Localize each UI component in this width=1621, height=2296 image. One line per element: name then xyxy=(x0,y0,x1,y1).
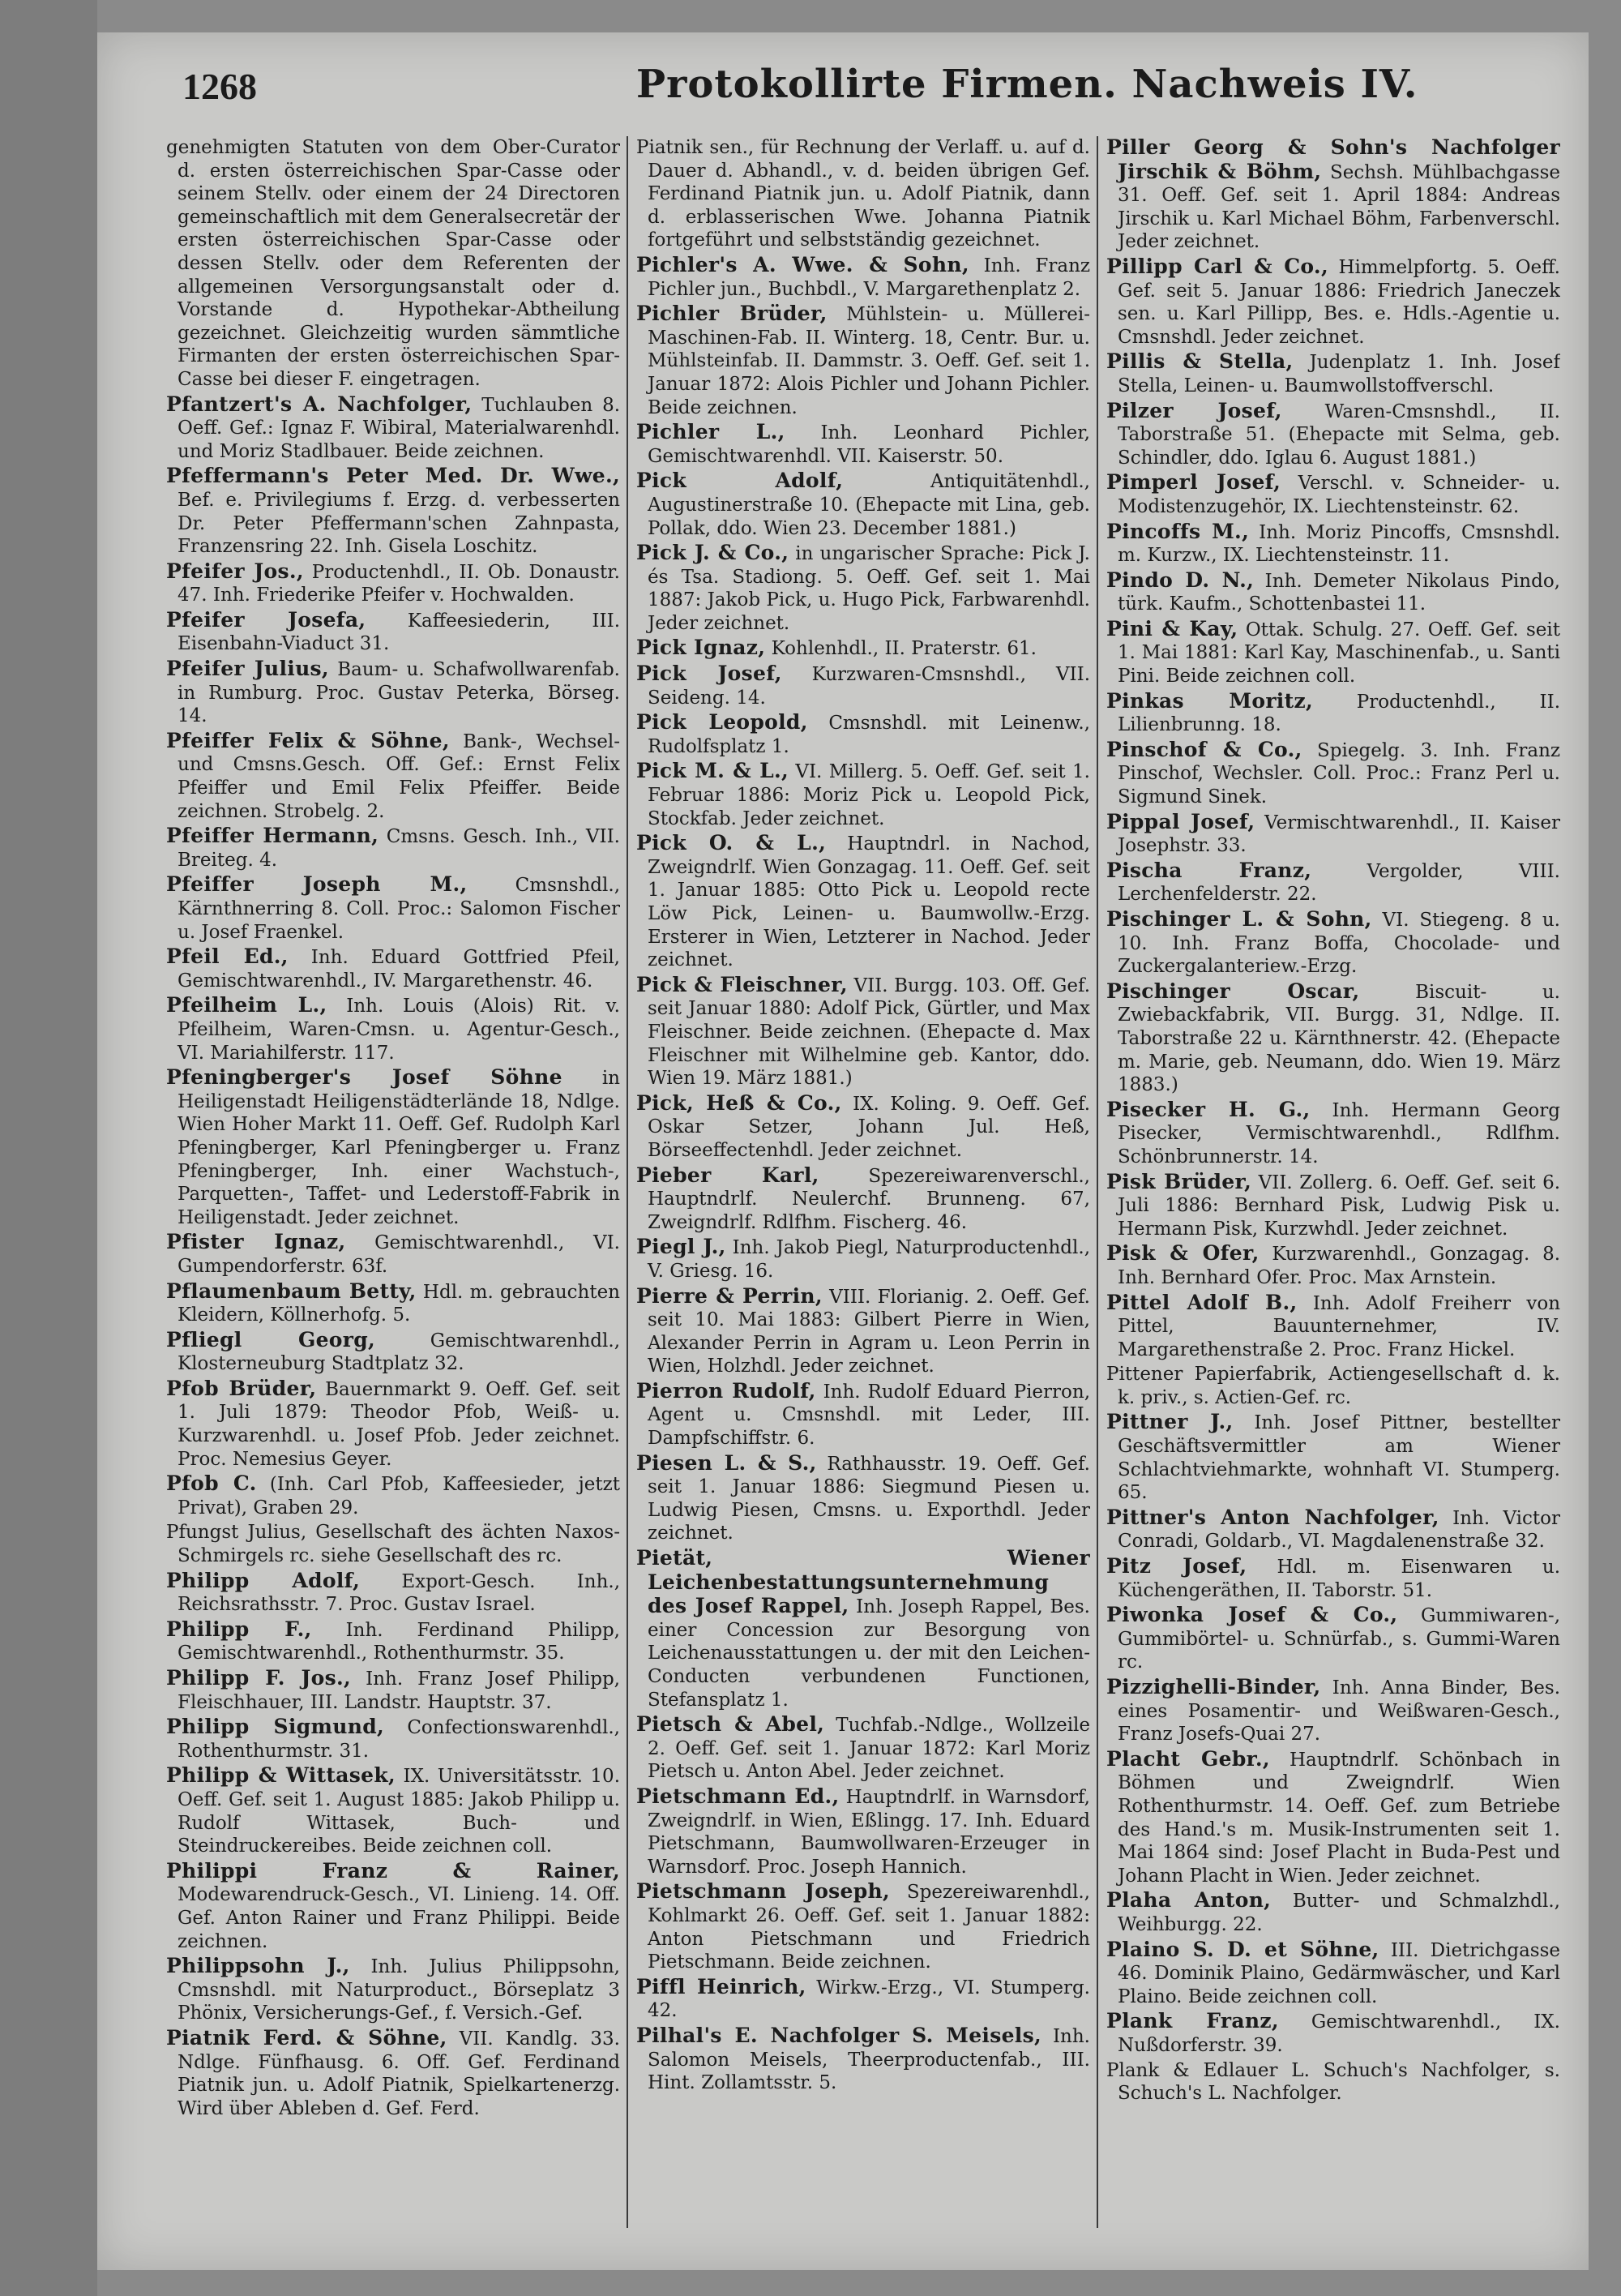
entry-text: Inh. Ferdinand Philipp, Gemischtwarenhdl., Rothenthurmstr. 35. xyxy=(177,1619,620,1664)
entry-text: Inh. Franz Josef Philipp, Fleischhauer, III. Landstr. Hauptstr. 37. xyxy=(177,1668,620,1713)
firm-name: Pick J. & Co., xyxy=(636,541,789,565)
firm-name: Philippi Franz & Rainer, xyxy=(166,1858,620,1883)
directory-entry xyxy=(166,658,620,728)
directory-entry xyxy=(166,825,620,872)
firm-name: Pinkas Moritz, xyxy=(1106,688,1313,713)
firm-name: Pizzighelli-Binder, xyxy=(1106,1675,1321,1698)
entry-text: Gummiwaren-, Gummibörtel- u. Schnürfab., s. Gummi-Waren rc. xyxy=(1118,1605,1560,1673)
entry-text: Kohlenhdl., II. Praterstr. 61. xyxy=(771,638,1037,660)
directory-entry xyxy=(166,1329,620,1376)
entry-text: Inh. Anna Binder, Bes. eines Posamentir- und Weißwaren-Gesch., Franz Josefs-Quai 27. xyxy=(1118,1677,1560,1746)
firm-name: Pfliegl Georg, xyxy=(166,1327,376,1351)
entry-text: VIII. Florianig. 2. Oeff. Gef. seit 10. Mai 1883: Gilbert Pierre in Wien, Alexander Perrin in Agram u. Leon Perrin in Wien, Holzhdl. Jeder zeichnet. xyxy=(648,1286,1090,1377)
directory-entry xyxy=(1106,1242,1560,1289)
firm-name: Piegl J., xyxy=(636,1235,726,1259)
directory-entry xyxy=(166,945,620,992)
directory-entry xyxy=(1106,350,1560,397)
entry-text: Biscuit- u. Zwiebackfabrik, VII. Burgg. 31, Ndlge. II. Taborstraße 22 u. Kärnthnerstr. 42. (Ehepacte m. Marie, geb. Neumann, ddo. Wien 19. März 1883.) xyxy=(1118,981,1560,1096)
firm-name: Philippsohn J., xyxy=(166,1954,350,1978)
entry-text: Productenhdl., II. Lilienbrunng. 18. xyxy=(1118,691,1560,736)
entry-text: Inh. Louis (Alois) Rit. v. Pfeilheim, Waren-Cmsn. u. Agentur-Gesch., VI. Mariahilferstr. 117. xyxy=(177,996,620,1064)
firm-name: Pisk Brüder, xyxy=(1106,1169,1252,1193)
firm-name: Plaha Anton, xyxy=(1106,1888,1272,1913)
entry-text: Gemischtwarenhdl., IX. Nußdorferstr. 39. xyxy=(1118,2011,1560,2056)
firm-name: Pischa Franz, xyxy=(1106,858,1312,882)
entry-text: Butter- und Schmalzhdl., Weihburgg. 22. xyxy=(1118,1891,1560,1935)
directory-entry xyxy=(166,1716,620,1763)
firm-name: Pitz Josef, xyxy=(1106,1554,1247,1578)
entry-text: Baum- u. Schafwollwarenfab. in Rumburg. Proc. Gustav Peterka, Börseg. 14. xyxy=(177,659,620,727)
entry-text: Inh. Moriz Pincoffs, Cmsnshdl. m. Kurzw., IX. Liechtensteinstr. 11. xyxy=(1118,521,1560,567)
firm-name: Pilzer Josef, xyxy=(1106,398,1282,422)
firm-name: Philipp F., xyxy=(166,1617,312,1641)
entry-text: Inh. Josef Pittner, bestellter Geschäftsvermittler am Wiener Schlachtviehmarkte, wohnhaft VI. Stumperg. 65. xyxy=(1118,1412,1560,1504)
directory-entry xyxy=(166,1955,620,2025)
directory-entry xyxy=(166,1618,620,1665)
entry-text: Hdl. m. Eisenwaren u. Küchengeräthen, II. Taborstr. 51. xyxy=(1118,1557,1560,1601)
directory-entry xyxy=(166,1472,620,1519)
directory-entry xyxy=(636,542,1090,635)
entry-text: Cmsnshdl., Kärnthnerring 8. Coll. Proc.: Salomon Fischer u. Josef Fraenkel. xyxy=(177,875,620,943)
firm-name: Pfister Ignaz, xyxy=(166,1230,346,1254)
firm-name: Pfeifer Jos., xyxy=(166,559,304,583)
directory-entry xyxy=(1106,1292,1560,1362)
directory-entry xyxy=(1106,980,1560,1097)
column-3 xyxy=(1106,136,1560,2244)
entry-text: Tuchfab.-Ndlge., Wollzeile 2. Oeff. Gef. seit 1. Januar 1872: Karl Moriz Pietsch u. Anton Abel. Jeder zeichnet. xyxy=(648,1715,1090,1783)
directory-entry xyxy=(166,1860,620,1953)
directory-entry xyxy=(636,760,1090,830)
firm-name: Pincoffs M., xyxy=(1106,519,1250,543)
firm-name: Pick Adolf, xyxy=(636,469,844,493)
firm-name: Pick Ignaz, xyxy=(636,636,766,660)
entry-text: Ottak. Schulg. 27. Oeff. Gef. seit 1. Mai 1881: Karl Kay, Maschinenfab., u. Santi Pini. Beide zeichnen coll. xyxy=(1118,619,1560,688)
firm-name: Pilhal's E. Nachfolger S. Meisels, xyxy=(636,2023,1041,2047)
directory-entry xyxy=(166,2027,620,2120)
entry-text: Verschl. v. Schneider- u. Modistenzugehör, IX. Liechtensteinstr. 62. xyxy=(1118,473,1560,517)
directory-entry xyxy=(636,1236,1090,1283)
firm-name: Piatnik Ferd. & Söhne, xyxy=(166,2025,447,2050)
firm-name: Pippal Josef, xyxy=(1106,809,1255,833)
entry-text: VII. Burgg. 103. Off. Gef. seit Januar 1880: Adolf Pick, Gürtler, und Max Fleischner. Beide zeichnen. (Ehepacte d. Max Fleischner mit Wilhelmine geb. Kantor, ddo. Wien 19. März 1881.) xyxy=(648,975,1090,1090)
firm-name: Piller Georg & Sohn's Nachfolger Jirschik & Böhm, xyxy=(1106,136,1560,183)
directory-entry xyxy=(636,1880,1090,1973)
directory-entry xyxy=(1106,811,1560,858)
page xyxy=(97,32,1589,2270)
directory-entry xyxy=(1106,1604,1560,1674)
directory-entry xyxy=(636,469,1090,540)
column-divider xyxy=(627,136,628,2228)
entry-text: Gemischtwarenhdl., VI. Gumpendorferstr. 63f. xyxy=(177,1232,620,1277)
directory-entry xyxy=(166,1764,620,1857)
directory-entry xyxy=(166,994,620,1064)
firm-name: Placht Gebr., xyxy=(1106,1746,1270,1771)
directory-entry xyxy=(1106,690,1560,737)
directory-entry xyxy=(636,832,1090,972)
firm-name: Plank Franz, xyxy=(1106,2009,1279,2033)
directory-entry xyxy=(166,1570,620,1617)
entry-text: Tuchlauben 8. Oeff. Gef.: Ignaz F. Wibiral, Materialwarenhdl. und Moriz Stadlbauer. Beide zeichnen. xyxy=(177,394,620,462)
directory-entry xyxy=(1106,1555,1560,1602)
entry-text: Inh. Adolf Freiherr von Pittel, Bauunternehmer, IV. Margarethenstraße 2. Proc. Franz Hickel. xyxy=(1118,1292,1560,1360)
entry-text: VI. Stiegeng. 8 u. 10. Inh. Franz Boffa, Chocolade- und Zuckergalanteriew.-Erzg. xyxy=(1118,910,1560,978)
directory-entry xyxy=(1106,520,1560,568)
directory-entry xyxy=(636,2024,1090,2095)
scan-margin xyxy=(0,0,97,2296)
entry-text: Rathhausstr. 19. Oeff. Gef. seit 1. Januar 1886: Siegmund Piesen u. Ludwig Piesen, Cmsns. u. Exporthdl. Jeder zeichnet. xyxy=(648,1453,1090,1544)
entry-text: Hauptndrlf. Schönbach in Böhmen und Zweigndrlf. Wien Rothenthurmstr. 14. Oeff. Gef. zum Betriebe des Hand.'s m. Musik-Instrumenten seit 1. Mai 1864 sind: Josef Placht in Buda-Pest und Johann Placht in Wien. Jeder zeichnet. xyxy=(1118,1749,1560,1887)
directory-entry xyxy=(636,1380,1090,1450)
firm-name: Pichler's A. Wwe. & Sohn, xyxy=(636,252,969,276)
directory-entry xyxy=(166,609,620,656)
directory-entry xyxy=(1106,255,1560,349)
firm-name: Piwonka Josef & Co., xyxy=(1106,1603,1398,1627)
firm-name: Pittner's Anton Nachfolger, xyxy=(1106,1505,1439,1529)
directory-entry xyxy=(1106,400,1560,470)
entry-text: Inh. Demeter Nikolaus Pindo, türk. Kaufm., Schottenbastei 11. xyxy=(1118,570,1560,615)
firm-name: Pischinger L. & Sohn, xyxy=(1106,907,1372,931)
entry-text: IX. Koling. 9. Oeff. Gef. Oskar Setzer, Johann Jul. Heß, Börseeffectenhdl. Jeder zeichnet. xyxy=(648,1093,1090,1161)
directory-entry xyxy=(636,636,1090,661)
entry-text: Gemischtwarenhdl., Klosterneuburg Stadtplatz 32. xyxy=(177,1330,620,1375)
firm-name: Piffl Heinrich, xyxy=(636,1974,806,1998)
firm-name: Pisecker H. G., xyxy=(1106,1097,1311,1121)
firm-name: Pfeifer Julius, xyxy=(166,657,329,681)
directory-entry xyxy=(166,1377,620,1471)
entry-text: Confectionswarenhdl., Rothenthurmstr. 31. xyxy=(177,1717,620,1762)
directory-entry xyxy=(1106,739,1560,809)
directory-entry xyxy=(1106,136,1560,254)
directory-entry xyxy=(166,560,620,607)
firm-name: Pfeiffer Felix & Söhne, xyxy=(166,728,450,752)
entry-text: Piatnik sen., für Rechnung der Verlaff. u. auf d. Dauer d. Abhandl., v. d. beiden übrigen Gef. Ferdinand Piatnik jun. u. Adolf Piatnik, dann d. erblasserischen Wwe. Johanna Piatnik fortgeführt und selbstständig gezeichnet. xyxy=(636,137,1090,251)
firm-name: Philipp Sigmund, xyxy=(166,1715,384,1739)
entry-text: Vermischtwarenhdl., II. Kaiser Josephstr. 33. xyxy=(1118,812,1560,857)
entry-text: Wirkw.-Erzg., VI. Stumperg. 42. xyxy=(648,1977,1090,2022)
entry-text: Export-Gesch. Inh., Reichsrathsstr. 7. Proc. Gustav Israel. xyxy=(177,1570,620,1616)
entry-text: Inh. Joseph Rappel, Bes. einer Concession zur Besorgung von Leichenausstattungen u. der mit den Leichen-Conducten verbundenen Functionen, Stefansplatz 1. xyxy=(648,1596,1090,1711)
directory-entry xyxy=(636,1452,1090,1545)
directory-entry xyxy=(636,1092,1090,1163)
entry-text: Cmsnshdl. mit Leinenw., Rudolfsplatz 1. xyxy=(648,713,1090,757)
firm-name: Pfeningberger's Josef Söhne xyxy=(166,1065,562,1090)
firm-name: Pichler Brüder, xyxy=(636,302,828,326)
directory-entry xyxy=(1106,1171,1560,1241)
entry-text: Inh. Eduard Gottfried Pfeil, Gemischtwarenhdl., IV. Margarethenstr. 46. xyxy=(177,947,620,992)
entry-text: genehmigten Statuten von dem Ober-Curator d. ersten österreichischen Spar-Casse oder seinem Stellv. oder einem der 24 Directoren gemeinschaftlich mit dem Generalsecretär der ersten österreichischen Spar-Casse oder dessen Stellv. oder dem Referenten der allgemeinen Versorgungsanstalt oder d. Vorstande d. Hypothekar-Abtheilung gezeichnet. Gleichzeitig wurden sämmtliche Firmanten der ersten österreichischen Spar-Casse bei dieser F. eingetragen. xyxy=(166,137,620,390)
firm-name: Piesen L. & S., xyxy=(636,1450,817,1475)
firm-name: Pimperl Josef, xyxy=(1106,470,1281,495)
directory-entry xyxy=(636,1713,1090,1784)
directory-entry xyxy=(1106,1748,1560,1888)
directory-entry xyxy=(1106,471,1560,518)
firm-name: Philipp & Wittasek, xyxy=(166,1763,396,1788)
directory-entry xyxy=(1106,1363,1560,1409)
directory-entry xyxy=(1106,1099,1560,1169)
directory-entry xyxy=(636,1785,1090,1878)
directory-columns xyxy=(166,136,1560,2244)
entry-text: Bauernmarkt 9. Oeff. Gef. seit 1. Juli 1879: Theodor Pfob, Weiß- u. Kurzwarenhdl. u. Josef Pfob. Jeder zeichnet. Proc. Nemesius Geyer. xyxy=(177,1378,620,1470)
entry-text: Kurzwarenhdl., Gonzagag. 8. Inh. Bernhard Ofer. Proc. Max Arnstein. xyxy=(1118,1244,1560,1288)
column-divider xyxy=(1097,136,1098,2228)
directory-entry xyxy=(1106,1506,1560,1553)
directory-entry xyxy=(636,662,1090,709)
directory-entry xyxy=(636,254,1090,301)
page-number: 1268 xyxy=(182,66,257,107)
firm-name: Pick, Heß & Co., xyxy=(636,1090,842,1115)
entry-text: Inh. Julius Philippsohn, Cmsnshdl. mit Naturproduct., Börseplatz 3 Phönix, Versicherungs-Gef., f. Versich.-Gef. xyxy=(177,1956,620,2024)
firm-name: Pieber Karl, xyxy=(636,1163,819,1187)
directory-entry xyxy=(166,136,620,392)
entry-text: Himmelpfortg. 5. Oeff. Gef. seit 5. Januar 1886: Friedrich Janeczek sen. u. Karl Pillipp, Bes. e. Hdls.-Agentie u. Cmsnshdl. Jeder zeichnet. xyxy=(1118,256,1560,348)
directory-entry xyxy=(636,974,1090,1090)
directory-entry xyxy=(166,1667,620,1714)
directory-entry xyxy=(1106,908,1560,979)
firm-name: Pfeil Ed., xyxy=(166,945,289,969)
firm-name: Pfeiffer Hermann, xyxy=(166,824,379,848)
firm-name: Pick Leopold, xyxy=(636,710,808,735)
entry-text: Inh. Leonhard Pichler, Gemischtwarenhdl. VII. Kaiserstr. 50. xyxy=(648,422,1090,467)
entry-text: Modewarendruck-Gesch., VI. Linieng. 14. Off. Gef. Anton Rainer und Franz Philippi. Beide zeichnen. xyxy=(177,1884,620,1952)
entry-text: in Heiligenstadt Heiligenstädterlände 18, Ndlge. Wien Hoher Markt 11. Oeff. Gef. Rudolph Karl Pfeningberger, Karl Pfeningberger u. Franz Pfeningberger, Inh. einer Wachstuch-, Parquetten-, Taffet- und Lederstoff-Fabrik in Heiligenstadt. Jeder zeichnet. xyxy=(177,1068,620,1228)
entry-text: Hauptndrl. in Nachod, Zweigndrlf. Wien Gonzagag. 11. Oeff. Gef. seit 1. Januar 1885: Otto Pick u. Leopold recte Löw Pick, Leinen- u. Baumwollw.-Erzg. Ersterer in Wien, Letzterer in Nachod. Jeder zeichnet. xyxy=(648,833,1090,971)
entry-text: Productenhdl., II. Ob. Donaustr. 47. Inh. Friederike Pfeifer v. Hochwalden. xyxy=(177,561,620,606)
firm-name: Pietschmann Ed., xyxy=(636,1784,840,1808)
entry-text: Inh. Jakob Piegl, Naturproductenhdl., V. Griesg. 16. xyxy=(648,1237,1090,1282)
entry-text: VII. Kandlg. 33. Ndlge. Fünfhausg. 6. Off. Gef. Ferdinand Piatnik jun. u. Adolf Piatnik, Spielkartenerzg. Wird über Ableben d. Gef. Ferd. xyxy=(177,2028,620,2119)
firm-name: Plaino S. D. et Söhne, xyxy=(1106,1937,1379,1961)
firm-name: Pietsch & Abel, xyxy=(636,1712,825,1737)
firm-name: Pittel Adolf B., xyxy=(1106,1290,1298,1314)
entry-text: Plank & Edlauer L. Schuch's Nachfolger, s. Schuch's L. Nachfolger. xyxy=(1106,2059,1560,2105)
directory-entry xyxy=(636,302,1090,419)
firm-name: Pini & Kay, xyxy=(1106,616,1238,640)
entry-text: Cmsns. Gesch. Inh., VII. Breiteg. 4. xyxy=(177,826,620,871)
entry-text: Spiegelg. 3. Inh. Franz Pinschof, Wechsler. Coll. Proc.: Franz Perl u. Sigmund Sinek. xyxy=(1118,739,1560,808)
directory-entry xyxy=(1106,1411,1560,1504)
entry-text: Spezereiwarenverschl., Hauptndrlf. Neulerchf. Brunneng. 67, Zweigndrlf. Rdlfhm. Fischerg. 46. xyxy=(648,1165,1090,1233)
firm-name: Pittner J., xyxy=(1106,1410,1234,1434)
firm-name: Pillipp Carl & Co., xyxy=(1106,254,1328,278)
firm-name: Pierron Rudolf, xyxy=(636,1378,816,1403)
firm-name: Pick Josef, xyxy=(636,662,782,686)
directory-entry xyxy=(166,1066,620,1229)
directory-entry xyxy=(636,1285,1090,1378)
firm-name: Pietät, Wiener Leichenbestattungsunternehmung des Josef Rappel, xyxy=(636,1546,1090,1618)
entry-text: Kaffeesiederin, III. Eisenbahn-Viaduct 31. xyxy=(177,610,620,655)
entry-text: Antiquitätenhdl., Augustinerstraße 10. (Ehepacte mit Lina, geb. Pollak, ddo. Wien 23. December 1881.) xyxy=(648,471,1090,539)
directory-entry xyxy=(1106,569,1560,616)
firm-name: Pfeffermann's Peter Med. Dr. Wwe., xyxy=(166,464,620,488)
entry-text: Hdl. m. gebrauchten Kleidern, Köllnerhofg. 5. xyxy=(177,1281,620,1326)
firm-name: Pischinger Oscar, xyxy=(1106,979,1360,1003)
directory-entry xyxy=(166,1231,620,1278)
entry-text: Inh. Franz Pichler jun., Buchbdl., V. Margarethenplatz 2. xyxy=(648,255,1090,300)
directory-entry xyxy=(1106,618,1560,688)
firm-name: Pfantzert's A. Nachfolger, xyxy=(166,392,473,416)
column-2 xyxy=(636,136,1090,2244)
firm-name: Pfob Brüder, xyxy=(166,1376,317,1400)
directory-entry xyxy=(1106,1938,1560,2009)
directory-entry xyxy=(166,730,620,823)
directory-entry xyxy=(636,421,1090,468)
firm-name: Pfeifer Josefa, xyxy=(166,607,366,632)
firm-name: Pichler L., xyxy=(636,420,785,444)
entry-text: in ungarischer Sprache: Pick J. és Tsa. Stadiong. 5. Oeff. Gef. seit 1. Mai 1887: Jakob Pick, u. Hugo Pick, Farbwarenhdl. Jeder zeichnet. xyxy=(648,543,1090,634)
entry-text: Mühlstein- u. Müllerei-Maschinen-Fab. II. Winterg. 18, Centr. Bur. u. Mühlsteinfab. II. Dammstr. 3. Oeff. Gef. seit 1. Januar 1872: Alois Pichler und Johann Pichler. Beide zeichnen. xyxy=(648,304,1090,418)
firm-name: Pick M. & L., xyxy=(636,759,789,783)
directory-entry xyxy=(166,393,620,464)
directory-entry xyxy=(166,873,620,944)
entry-text: Inh. Hermann Georg Pisecker, Vermischtwarenhdl., Rdlfhm. Schönbrunnerstr. 14. xyxy=(1118,1099,1560,1167)
directory-entry xyxy=(636,1976,1090,2023)
entry-text: Bank-, Wechsel- und Cmsns.Gesch. Off. Gef.: Ernst Felix Pfeiffer und Emil Felix Pfeiffer. Beide zeichnen. Strobelg. 2. xyxy=(177,730,620,822)
entry-text: Inh. Rudolf Eduard Pierron, Agent u. Cmsnshdl. mit Leder, III. Dampfschiffstr. 6. xyxy=(648,1381,1090,1450)
firm-name: Pfob C. xyxy=(166,1471,257,1496)
entry-text: Pfungst Julius, Gesellschaft des ächten Naxos-Schmirgels rc. siehe Gesellschaft des rc. xyxy=(166,1522,620,1567)
firm-name: Pisk & Ofer, xyxy=(1106,1241,1260,1266)
firm-name: Pierre & Perrin, xyxy=(636,1283,823,1308)
entry-text: Bef. e. Privilegiums f. Erzg. d. verbesserten Dr. Peter Pfeffermann'schen Zahnpasta, Franzensring 22. Inh. Gisela Loschitz. xyxy=(177,489,620,558)
entry-text: Vergolder, VIII. Lerchenfelderstr. 22. xyxy=(1118,860,1560,906)
entry-text: Pittener Papierfabrik, Actiengesellschaft d. k. k. priv., s. Actien-Gef. rc. xyxy=(1106,1364,1560,1408)
page-header xyxy=(182,50,1560,115)
entry-text: Waren-Cmsnshdl., II. Taborstraße 51. (Ehepacte mit Selma, geb. Schindler, ddo. Iglau 6. August 1881.) xyxy=(1118,401,1560,469)
firm-name: Pflaumenbaum Betty, xyxy=(166,1279,417,1303)
entry-text: Inh. Salomon Meisels, Theerproductenfab., III. Hint. Zollamtsstr. 5. xyxy=(648,2025,1090,2094)
directory-entry xyxy=(636,1164,1090,1235)
firm-name: Pietschmann Joseph, xyxy=(636,1879,891,1904)
entry-text: Sechsh. Mühlbachgasse 31. Oeff. Gef. seit 1. April 1884: Andreas Jirschik u. Karl Michael Böhm, Farbenverschl. Jeder zeichnet. xyxy=(1118,161,1560,253)
firm-name: Pindo D. N., xyxy=(1106,568,1255,592)
directory-entry xyxy=(166,465,620,558)
directory-entry xyxy=(1106,1676,1560,1746)
firm-name: Pinschof & Co., xyxy=(1106,737,1302,761)
entry-text: IX. Universitätsstr. 10. Oeff. Gef. seit 1. August 1885: Jakob Philipp u. Rudolf Wittasek, Buch- und Steindruckereibes. Beide zeichnen coll. xyxy=(177,1766,620,1857)
entry-text: (Inh. Carl Pfob, Kaffeesieder, jetzt Privat), Graben 29. xyxy=(177,1474,620,1519)
directory-entry xyxy=(166,1280,620,1327)
directory-entry xyxy=(1106,859,1560,906)
directory-entry xyxy=(636,136,1090,252)
firm-name: Pillis & Stella, xyxy=(1106,349,1294,374)
column-1 xyxy=(166,136,620,2244)
entry-text: Inh. Victor Conradi, Goldarb., VI. Magdalenenstraße 32. xyxy=(1118,1507,1560,1553)
entry-text: III. Dietrichgasse 46. Dominik Plaino, Gedärmwäscher, und Karl Plaino. Beide zeichnen coll. xyxy=(1118,1939,1560,2007)
directory-entry xyxy=(1106,2010,1560,2057)
firm-name: Philipp F. Jos., xyxy=(166,1666,352,1690)
entry-text: VII. Zollerg. 6. Oeff. Gef. seit 6. Juli 1886: Bernhard Pisk, Ludwig Pisk u. Hermann Pisk, Kurzwhdl. Jeder zeichnet. xyxy=(1118,1172,1560,1240)
entry-text: VI. Millerg. 5. Oeff. Gef. seit 1. Februar 1886: Moriz Pick u. Leopold Pick, Stockfab. Jeder zeichnet. xyxy=(648,761,1090,829)
entry-text: Kurzwaren-Cmsnshdl., VII. Seideng. 14. xyxy=(648,664,1090,709)
firm-name: Pfeilheim L., xyxy=(166,993,327,1017)
directory-entry xyxy=(636,1547,1090,1711)
directory-entry xyxy=(1106,1889,1560,1936)
page-title: Protokollirte Firmen. Nachweis IV. xyxy=(636,62,1418,107)
entry-text: Hauptndrlf. in Warnsdorf, Zweigndrlf. in Wien, Eßlingg. 17. Inh. Eduard Pietschmann, Baumwollwaren-Erzeuger in Warnsdorf. Proc. Joseph Hannich. xyxy=(648,1786,1090,1878)
directory-entry xyxy=(166,1521,620,1567)
entry-text: Judenplatz 1. Inh. Josef Stella, Leinen- u. Baumwollstoffverschl. xyxy=(1118,352,1560,396)
firm-name: Pick O. & L., xyxy=(636,831,827,855)
firm-name: Pick & Fleischner, xyxy=(636,972,848,996)
entry-text: Spezereiwarenhdl., Kohlmarkt 26. Oeff. Gef. seit 1. Januar 1882: Anton Pietschmann und Friedrich Pietschmann. Beide zeichnen. xyxy=(648,1882,1090,1973)
firm-name: Pfeiffer Joseph M., xyxy=(166,872,468,897)
directory-entry xyxy=(636,711,1090,758)
firm-name: Philipp Adolf, xyxy=(166,1568,361,1592)
directory-entry xyxy=(1106,2059,1560,2105)
